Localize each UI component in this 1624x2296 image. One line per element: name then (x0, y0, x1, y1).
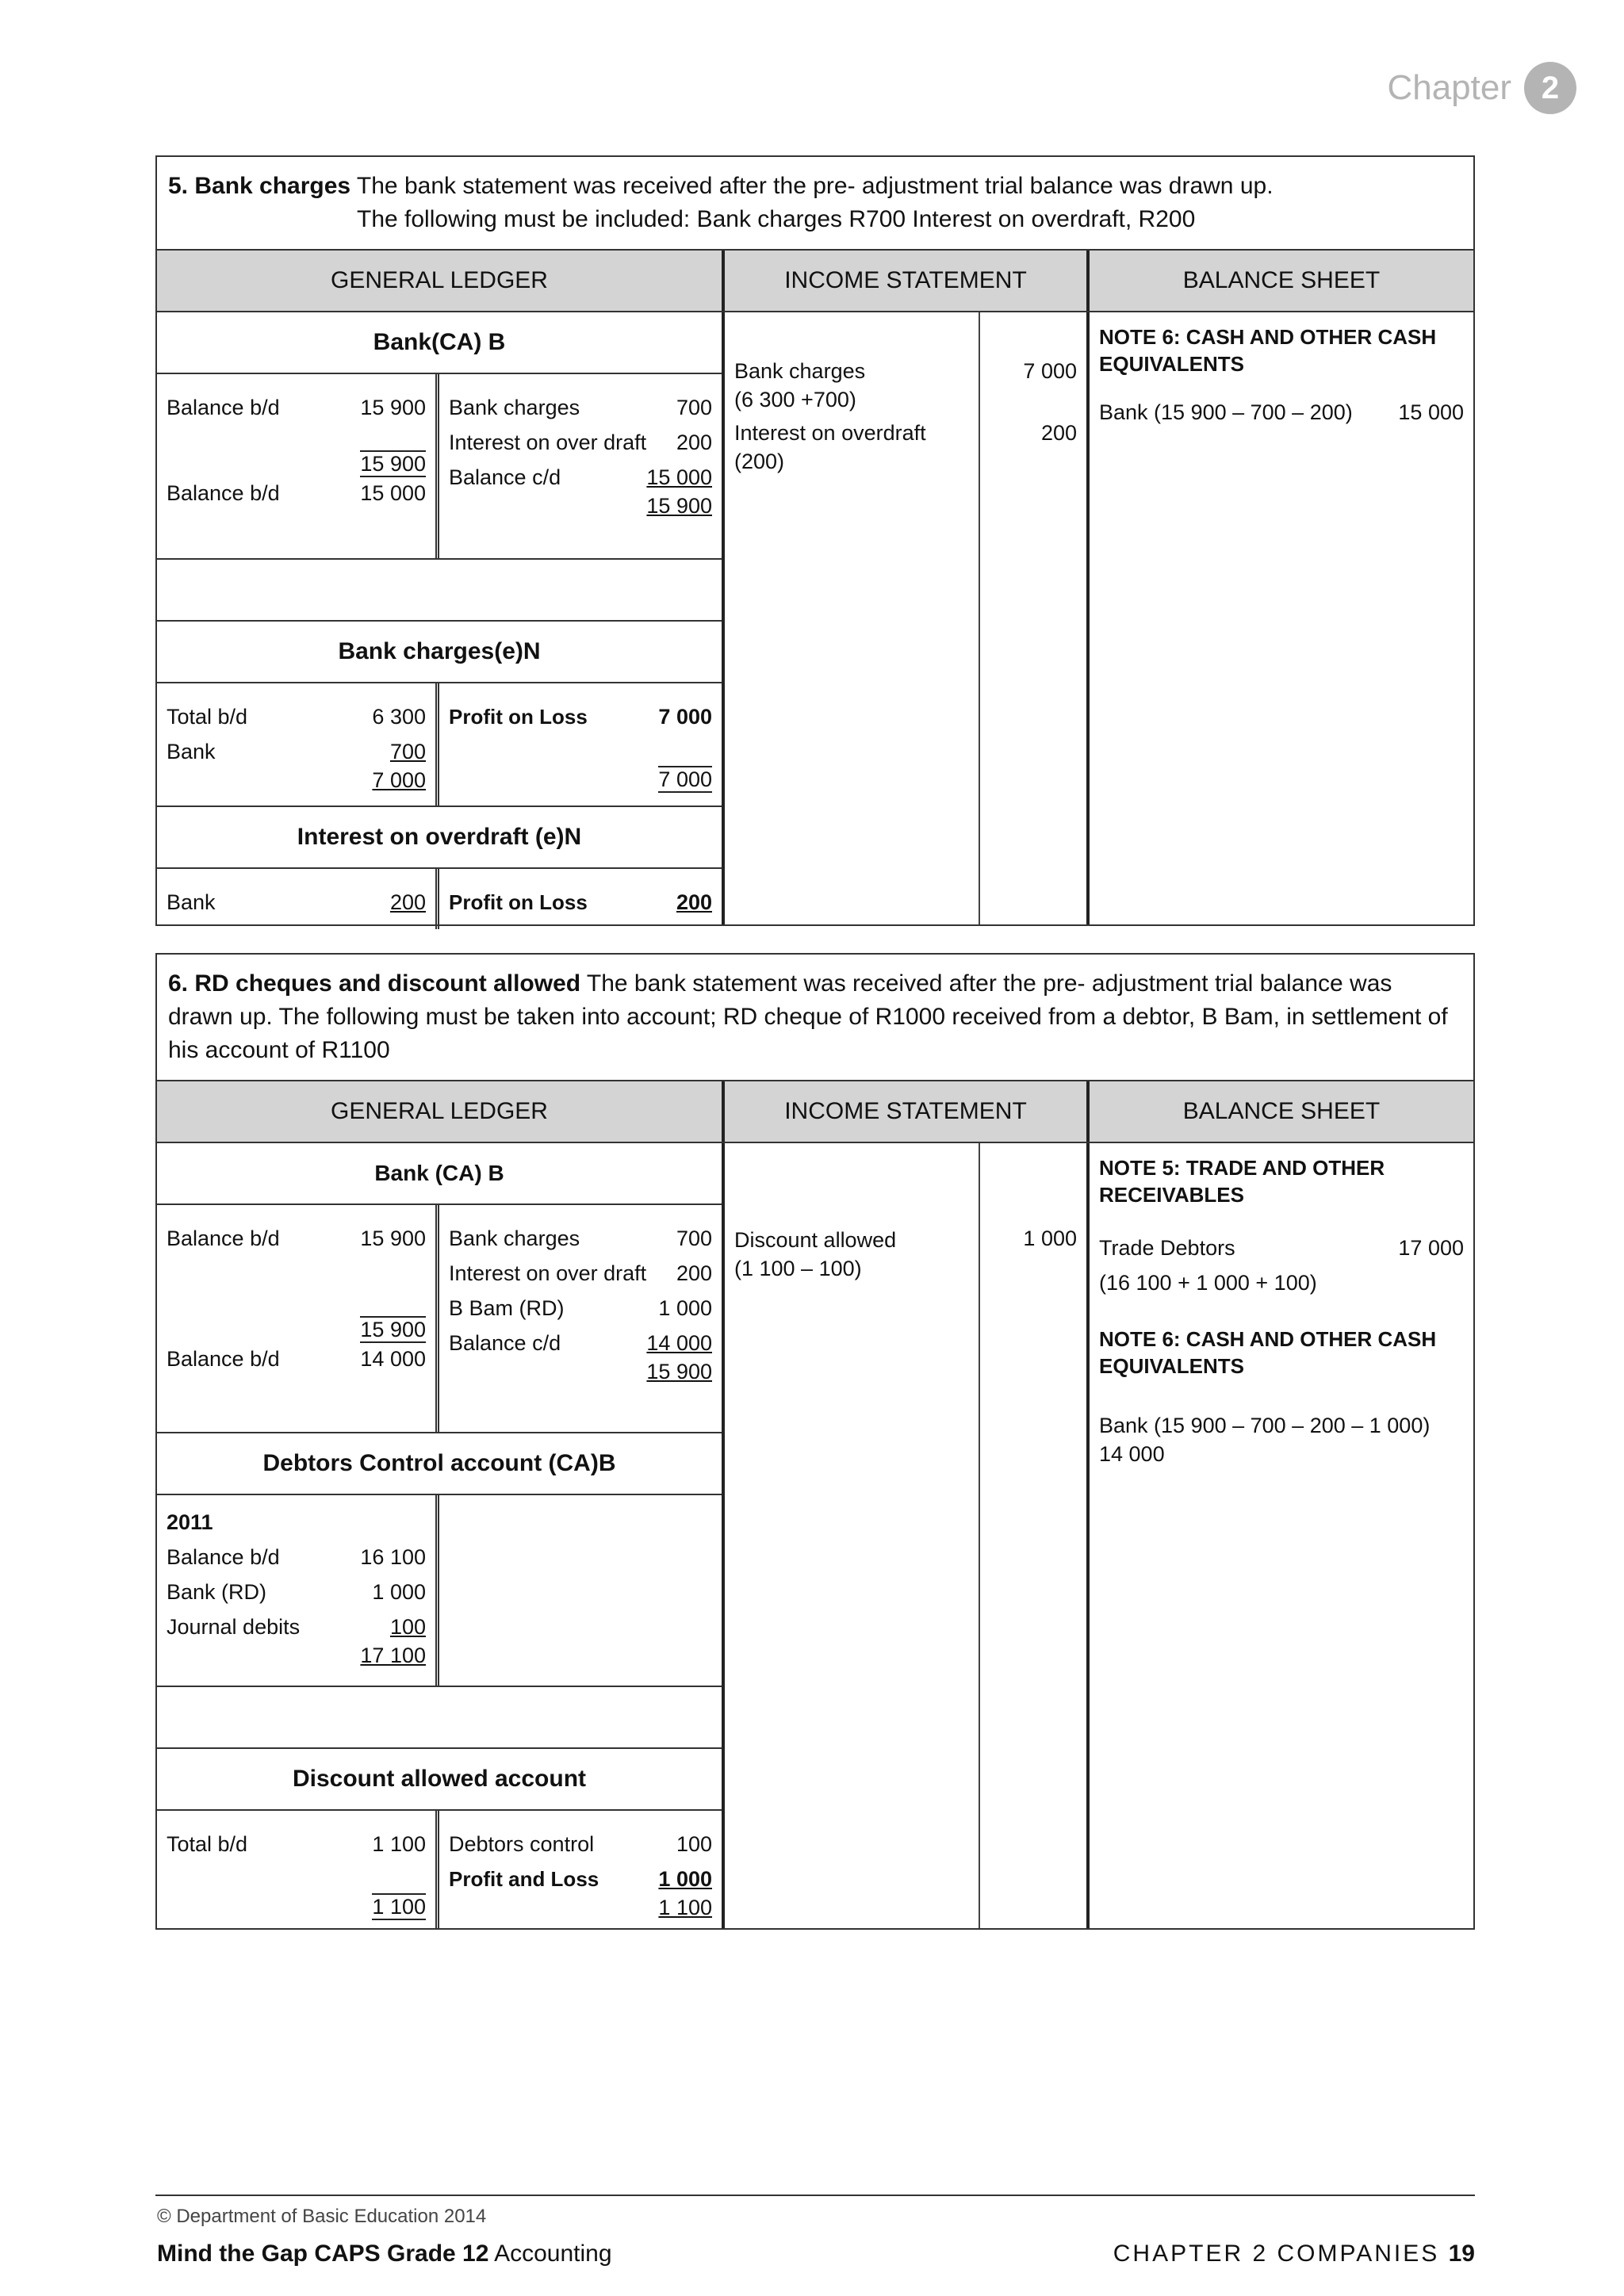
interest-overdraft-account-title: Interest on overdraft (e)N (157, 807, 722, 869)
footer-chapter: CHAPTER 2 COMPANIES 19 (1113, 2241, 1475, 2267)
interest-overdraft-account: Bank 200 Profit on Loss 200 (157, 869, 722, 929)
debtors-control-account-title: Debtors Control account (CA)B (157, 1433, 722, 1495)
bank-debit-total: 15 900 (360, 452, 426, 476)
header-general-ledger: GENERAL LEDGER (157, 251, 725, 311)
section-5-intro-line2: The following must be included: Bank charges R700 Interest on overdraft, R200 (357, 206, 1196, 232)
discount-allowed-account-title: Discount allowed account (157, 1749, 722, 1811)
chapter-indicator (1387, 62, 1576, 114)
page-number: 19 (1448, 2241, 1475, 2267)
bank-charges-account: Total b/d 6 300 Bank 700 7 000 Profit on Loss 7 000 7 000 (157, 683, 722, 807)
bank-account: Balance b/d 15 900 15 900 Balance b/d 14 000 Bank charges 700 Interest on over draft 200 B Bam (RD) 1 000 Balance c/d 14 000 15 900 (157, 1205, 722, 1433)
section-5-intro-text: The bank statement was received after the pre- adjustment trial balance was drawn up. (356, 173, 1274, 199)
section-6-column-headers (157, 1081, 1473, 1143)
footer-rule (155, 2195, 1475, 2196)
section-5-balance-sheet: NOTE 6: CASH AND OTHER CASH EQUIVALENTS Bank (15 900 – 700 – 200) 15 000 (1099, 325, 1464, 424)
section-6-intro (157, 955, 1473, 1081)
section-5-income-statement: Bank charges (6 300 +700) Interest on overdraft (200) 7 000 200 (725, 312, 1090, 924)
debtors-control-account: 2011 Balance b/d 16 100 Bank (RD) 1 000 Journal debits 100 17 100 (157, 1495, 722, 1687)
section-5-title: 5. Bank charges (168, 173, 351, 199)
discount-allowed-account: Total b/d 1 100 1 100 Debtors control 100 Profit and Loss 1 000 1 100 (157, 1811, 722, 1930)
section-5-bank-charges (155, 155, 1475, 926)
section-6-balance-sheet: NOTE 5: TRADE AND OTHER RECEIVABLES Trade Debtors 17 000 (16 100 + 1 000 + 100) NOTE 6: CASH AND OTHER CASH EQUIVALENTS Bank (15 900 – 700 – 200 – 1 000) 14 000 (1099, 1156, 1464, 1466)
header-general-ledger: GENERAL LEDGER (157, 1081, 725, 1142)
chapter-label: Chapter (1387, 68, 1511, 107)
bank-account-title: Bank(CA) B (157, 312, 722, 374)
year-label: 2011 (167, 1510, 213, 1534)
section-6-intro-text: The bank statement was received after the pre- adjustment trial balance was drawn up. The following must be taken into account; RD cheque of R1000 received from a debtor, B Bam, in settlement of his account of R1100 (168, 970, 1448, 1063)
header-income-statement: INCOME STATEMENT (725, 1081, 1090, 1142)
bank-debit-side: Balance b/d 15 900 15 900 Balance b/d 15 000 (157, 374, 439, 558)
section-5-intro (157, 157, 1473, 251)
chapter-number-badge: 2 (1524, 62, 1576, 114)
section-6-title: 6. RD cheques and discount allowed (168, 970, 581, 997)
section-6-rd-cheques (155, 953, 1475, 1930)
bank-credit-total: 15 900 (646, 494, 712, 518)
header-income-statement: INCOME STATEMENT (725, 251, 1090, 311)
copyright: © Department of Basic Education 2014 (157, 2206, 487, 2227)
section-6-general-ledger (157, 1143, 725, 1928)
section-5-general-ledger (157, 312, 725, 924)
bank-charges-account-title: Bank charges(e)N (157, 622, 722, 683)
header-balance-sheet: BALANCE SHEET (1182, 267, 1381, 293)
bank-credit-side: Bank charges 700 Interest on over draft 200 Balance c/d 15 000 15 900 (449, 396, 712, 518)
section-6-income-statement: Discount allowed (1 100 – 100) 1 000 (725, 1143, 1090, 1928)
header-balance-sheet: BALANCE SHEET (1182, 1098, 1381, 1124)
section-5-column-headers (157, 251, 1473, 312)
bank-account-title: Bank (CA) B (157, 1143, 722, 1205)
bank-account (157, 374, 722, 560)
book-title: Mind the Gap CAPS Grade 12 Accounting (157, 2241, 612, 2267)
